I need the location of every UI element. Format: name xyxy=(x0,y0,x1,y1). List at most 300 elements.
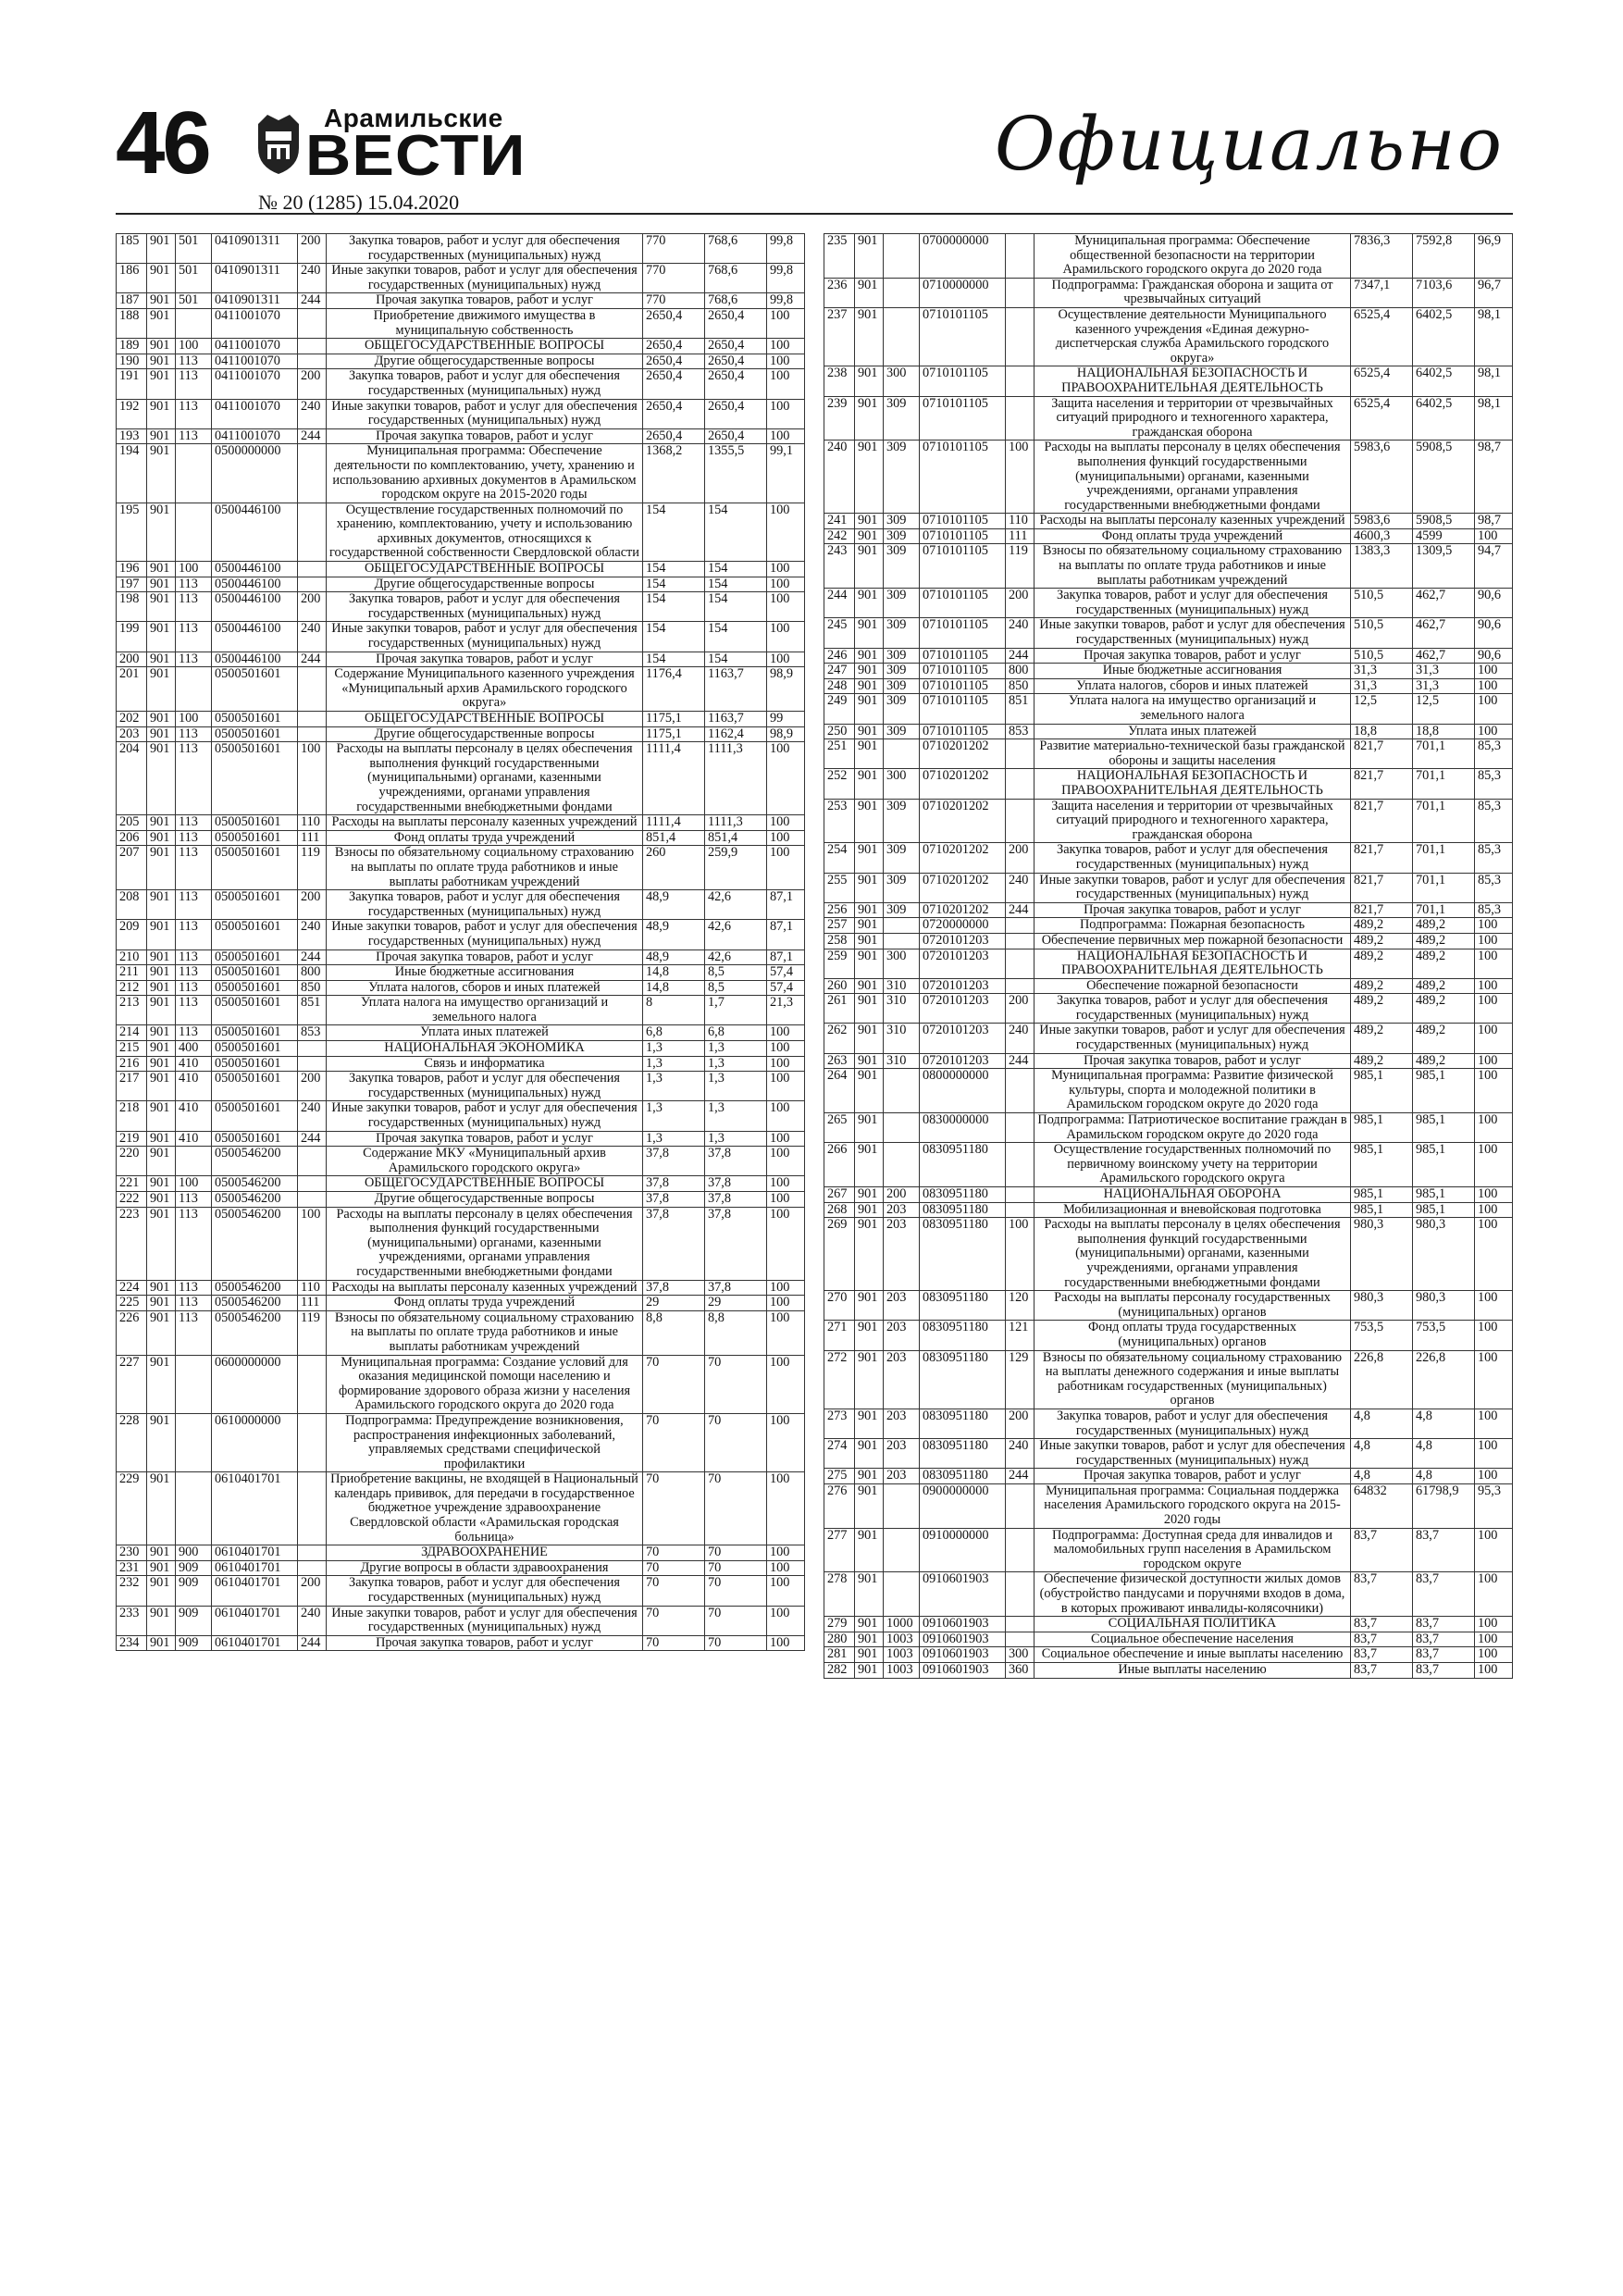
item-name: НАЦИОНАЛЬНАЯ ОБОРОНА xyxy=(1035,1187,1351,1203)
row-number: 213 xyxy=(117,996,147,1025)
table-row xyxy=(117,1056,805,1072)
expense-type: 240 xyxy=(1006,1439,1035,1469)
plan-amount: 1111,4 xyxy=(643,815,705,831)
item-name: Подпрограмма: Гражданская оборона и защита от чрезвычайных ситуаций xyxy=(1035,278,1351,307)
admin-code: 901 xyxy=(855,978,884,994)
table-row xyxy=(117,1355,805,1413)
target-article: 0500546200 xyxy=(212,1280,298,1296)
admin-code: 901 xyxy=(855,694,884,724)
section-title: Официально xyxy=(994,101,1504,187)
section-code: 100 xyxy=(176,712,212,727)
expense-type xyxy=(298,712,327,727)
expense-type: 200 xyxy=(298,592,327,622)
percent-executed: 100 xyxy=(767,815,805,831)
item-name: Защита населения и территории от чрезвычайных ситуаций природного и техногенного характера, гражданская оборона xyxy=(1035,799,1351,843)
row-number: 221 xyxy=(117,1176,147,1192)
item-name: Иные закупки товаров, работ и услуг для обеспечения государственных (муниципальных) нужд xyxy=(1035,618,1351,648)
item-name: Иные закупки товаров, работ и услуг для обеспечения государственных (муниципальных) нужд xyxy=(327,1606,643,1635)
target-article: 0500501601 xyxy=(212,1101,298,1131)
row-number: 232 xyxy=(117,1576,147,1606)
row-number: 197 xyxy=(117,577,147,592)
percent-executed: 100 xyxy=(767,339,805,354)
target-article: 0500501601 xyxy=(212,996,298,1025)
admin-code: 901 xyxy=(147,354,176,369)
percent-executed: 100 xyxy=(767,1310,805,1355)
section-code: 1003 xyxy=(884,1663,920,1679)
plan-amount: 31,3 xyxy=(1351,678,1413,694)
expense-type: 240 xyxy=(298,399,327,428)
table-row xyxy=(117,815,805,831)
actual-amount: 489,2 xyxy=(1413,949,1475,978)
target-article: 0500501601 xyxy=(212,846,298,890)
row-number: 216 xyxy=(117,1056,147,1072)
table-row xyxy=(117,339,805,354)
actual-amount: 70 xyxy=(705,1472,767,1545)
expense-type xyxy=(1006,1113,1035,1143)
expense-type xyxy=(1006,278,1035,307)
plan-amount: 37,8 xyxy=(643,1147,705,1176)
table-row xyxy=(117,1176,805,1192)
target-article: 0720101203 xyxy=(920,994,1006,1024)
item-name: Закупка товаров, работ и услуг для обеспечения государственных (муниципальных) нужд xyxy=(1035,843,1351,873)
target-article: 0500501601 xyxy=(212,726,298,742)
table-row xyxy=(824,902,1513,918)
row-number: 226 xyxy=(117,1310,147,1355)
section-code xyxy=(176,503,212,561)
row-number: 210 xyxy=(117,949,147,965)
section-code xyxy=(884,1113,920,1143)
section-code xyxy=(176,1472,212,1545)
section-code: 113 xyxy=(176,996,212,1025)
target-article: 0710101105 xyxy=(920,441,1006,514)
table-row xyxy=(117,428,805,444)
percent-executed: 99,8 xyxy=(767,264,805,293)
percent-executed: 100 xyxy=(1475,1187,1513,1203)
target-article: 0411001070 xyxy=(212,354,298,369)
section-code: 309 xyxy=(884,678,920,694)
admin-code: 901 xyxy=(855,544,884,589)
page-number: 46 xyxy=(116,93,209,192)
item-name: Иные закупки товаров, работ и услуг для обеспечения государственных (муниципальных) нужд xyxy=(327,399,643,428)
percent-executed: 100 xyxy=(767,503,805,561)
actual-amount: 2650,4 xyxy=(705,369,767,399)
admin-code: 901 xyxy=(147,308,176,338)
item-name: Другие общегосударственные вопросы xyxy=(327,726,643,742)
expense-type: 111 xyxy=(298,1296,327,1311)
left-column xyxy=(116,233,805,1651)
section-code: 309 xyxy=(884,514,920,529)
plan-amount: 70 xyxy=(643,1635,705,1651)
expense-type: 110 xyxy=(298,815,327,831)
percent-executed: 57,4 xyxy=(767,980,805,996)
table-row xyxy=(824,234,1513,279)
expense-type: 244 xyxy=(298,293,327,309)
row-number: 225 xyxy=(117,1296,147,1311)
row-number: 204 xyxy=(117,742,147,815)
expense-type: 100 xyxy=(1006,1218,1035,1291)
item-name: Прочая закупка товаров, работ и услуг xyxy=(327,1635,643,1651)
section-code: 310 xyxy=(884,994,920,1024)
section-code: 203 xyxy=(884,1202,920,1218)
expense-type: 300 xyxy=(1006,1647,1035,1663)
actual-amount: 83,7 xyxy=(1413,1632,1475,1647)
admin-code: 901 xyxy=(147,742,176,815)
section-code: 113 xyxy=(176,399,212,428)
target-article: 0610401701 xyxy=(212,1576,298,1606)
percent-executed: 100 xyxy=(1475,1647,1513,1663)
section-code xyxy=(884,1069,920,1113)
expense-type: 244 xyxy=(1006,648,1035,664)
row-number: 246 xyxy=(824,648,855,664)
item-name: Обеспечение пожарной безопасности xyxy=(1035,978,1351,994)
item-name: Прочая закупка товаров, работ и услуг xyxy=(1035,902,1351,918)
expense-type: 200 xyxy=(298,1576,327,1606)
actual-amount: 985,1 xyxy=(1413,1143,1475,1187)
actual-amount: 37,8 xyxy=(705,1176,767,1192)
item-name: Закупка товаров, работ и услуг для обеспечения государственных (муниципальных) нужд xyxy=(327,890,643,920)
percent-executed: 100 xyxy=(767,1606,805,1635)
expense-type xyxy=(1006,918,1035,934)
plan-amount: 48,9 xyxy=(643,920,705,949)
actual-amount: 462,7 xyxy=(1413,589,1475,618)
percent-executed: 100 xyxy=(1475,978,1513,994)
item-name: Иные закупки товаров, работ и услуг для обеспечения государственных (муниципальных) нужд xyxy=(1035,873,1351,902)
expense-type: 129 xyxy=(1006,1350,1035,1409)
admin-code: 901 xyxy=(855,1632,884,1647)
admin-code: 901 xyxy=(855,843,884,873)
target-article: 0411001070 xyxy=(212,399,298,428)
plan-amount: 985,1 xyxy=(1351,1143,1413,1187)
item-name: Развитие материально-технической базы гражданской обороны и защиты населения xyxy=(1035,739,1351,769)
plan-amount: 6525,4 xyxy=(1351,396,1413,441)
admin-code: 901 xyxy=(855,1439,884,1469)
section-code: 113 xyxy=(176,1025,212,1041)
table-row xyxy=(117,1413,805,1471)
item-name: НАЦИОНАЛЬНАЯ БЕЗОПАСНОСТЬ И ПРАВООХРАНИТЕЛЬНАЯ ДЕЯТЕЛЬНОСТЬ xyxy=(1035,949,1351,978)
section-code: 309 xyxy=(884,664,920,679)
item-name: Защита населения и территории от чрезвычайных ситуаций природного и техногенного характера, гражданская оборона xyxy=(1035,396,1351,441)
section-code: 309 xyxy=(884,902,920,918)
admin-code: 901 xyxy=(855,514,884,529)
item-name: Иные закупки товаров, работ и услуг для обеспечения государственных (муниципальных) нужд xyxy=(327,622,643,652)
section-code: 1000 xyxy=(884,1617,920,1632)
row-number: 191 xyxy=(117,369,147,399)
expense-type: 800 xyxy=(298,965,327,981)
admin-code: 901 xyxy=(147,1606,176,1635)
item-name: Уплата иных платежей xyxy=(1035,724,1351,739)
plan-amount: 510,5 xyxy=(1351,648,1413,664)
item-name: ОБЩЕГОСУДАРСТВЕННЫЕ ВОПРОСЫ xyxy=(327,562,643,577)
plan-amount: 83,7 xyxy=(1351,1663,1413,1679)
percent-executed: 100 xyxy=(767,846,805,890)
target-article: 0910601903 xyxy=(920,1632,1006,1647)
section-code: 300 xyxy=(884,366,920,396)
item-name: Расходы на выплаты персоналу в целях обеспечения выполнения функций государственными (муниципальными) органами, казенными учреждениями, органами управления государственными внебюджетными фондами xyxy=(1035,1218,1351,1291)
row-number: 272 xyxy=(824,1350,855,1409)
item-name: Расходы на выплаты персоналу казенных учреждений xyxy=(1035,514,1351,529)
expense-type: 200 xyxy=(298,369,327,399)
expense-type: 240 xyxy=(298,1606,327,1635)
target-article: 0720101203 xyxy=(920,1053,1006,1069)
target-article: 0500501601 xyxy=(212,1056,298,1072)
admin-code: 901 xyxy=(147,1056,176,1072)
plan-amount: 6,8 xyxy=(643,1025,705,1041)
plan-amount: 83,7 xyxy=(1351,1528,1413,1572)
admin-code: 901 xyxy=(855,307,884,366)
admin-code: 901 xyxy=(147,890,176,920)
actual-amount: 42,6 xyxy=(705,890,767,920)
percent-executed: 100 xyxy=(1475,1528,1513,1572)
actual-amount: 37,8 xyxy=(705,1280,767,1296)
row-number: 190 xyxy=(117,354,147,369)
plan-amount: 821,7 xyxy=(1351,769,1413,799)
section-code: 310 xyxy=(884,1024,920,1053)
row-number: 255 xyxy=(824,873,855,902)
target-article: 0800000000 xyxy=(920,1069,1006,1113)
table-row xyxy=(824,724,1513,739)
section-code: 410 xyxy=(176,1101,212,1131)
expense-type: 360 xyxy=(1006,1663,1035,1679)
actual-amount: 2650,4 xyxy=(705,354,767,369)
section-code: 113 xyxy=(176,980,212,996)
item-name: Муниципальная программа: Создание условий для оказания медицинской помощи населению и формирование здорового образа жизни у населения Арамильского городского округа до 2020 года xyxy=(327,1355,643,1413)
percent-executed: 100 xyxy=(767,1635,805,1651)
row-number: 248 xyxy=(824,678,855,694)
actual-amount: 37,8 xyxy=(705,1147,767,1176)
table-row xyxy=(117,712,805,727)
target-article: 0700000000 xyxy=(920,234,1006,279)
table-row xyxy=(117,1545,805,1561)
expense-type xyxy=(1006,1143,1035,1187)
section-code: 309 xyxy=(884,724,920,739)
expense-type xyxy=(298,1472,327,1545)
admin-code: 901 xyxy=(855,1663,884,1679)
expense-type xyxy=(1006,1483,1035,1528)
row-number: 200 xyxy=(117,652,147,667)
target-article: 0910601903 xyxy=(920,1572,1006,1617)
row-number: 207 xyxy=(117,846,147,890)
target-article: 0610401701 xyxy=(212,1472,298,1545)
expense-type: 200 xyxy=(1006,1409,1035,1438)
target-article: 0500501601 xyxy=(212,1131,298,1147)
expense-type: 200 xyxy=(1006,589,1035,618)
target-article: 0500446100 xyxy=(212,622,298,652)
item-name: Закупка товаров, работ и услуг для обеспечения государственных (муниципальных) нужд xyxy=(327,234,643,264)
admin-code: 901 xyxy=(147,980,176,996)
section-code: 113 xyxy=(176,846,212,890)
plan-amount: 48,9 xyxy=(643,890,705,920)
target-article: 0710101105 xyxy=(920,528,1006,544)
table-row xyxy=(824,694,1513,724)
section-code: 113 xyxy=(176,652,212,667)
percent-executed: 96,9 xyxy=(1475,234,1513,279)
expense-type: 850 xyxy=(298,980,327,996)
admin-code: 901 xyxy=(855,873,884,902)
plan-amount: 821,7 xyxy=(1351,873,1413,902)
admin-code: 901 xyxy=(147,1072,176,1101)
table-row xyxy=(824,994,1513,1024)
row-number: 185 xyxy=(117,234,147,264)
admin-code: 901 xyxy=(147,1310,176,1355)
plan-amount: 6525,4 xyxy=(1351,307,1413,366)
target-article: 0500446100 xyxy=(212,592,298,622)
table-row xyxy=(824,1483,1513,1528)
percent-executed: 100 xyxy=(1475,994,1513,1024)
percent-executed: 100 xyxy=(1475,1663,1513,1679)
row-number: 245 xyxy=(824,618,855,648)
expense-type: 240 xyxy=(1006,873,1035,902)
actual-amount: 489,2 xyxy=(1413,1053,1475,1069)
percent-executed: 100 xyxy=(1475,1617,1513,1632)
table-row xyxy=(824,1439,1513,1469)
actual-amount: 2650,4 xyxy=(705,428,767,444)
section-code: 309 xyxy=(884,799,920,843)
admin-code: 901 xyxy=(147,1635,176,1651)
table-row xyxy=(117,846,805,890)
percent-executed: 90,6 xyxy=(1475,648,1513,664)
admin-code: 901 xyxy=(855,664,884,679)
table-row xyxy=(117,354,805,369)
percent-executed: 100 xyxy=(767,1545,805,1561)
target-article: 0610000000 xyxy=(212,1413,298,1471)
plan-amount: 1383,3 xyxy=(1351,544,1413,589)
target-article: 0830951180 xyxy=(920,1291,1006,1321)
expense-type xyxy=(298,1413,327,1471)
section-code xyxy=(884,918,920,934)
budget-table-right xyxy=(824,233,1513,1679)
actual-amount: 1355,5 xyxy=(705,444,767,503)
actual-amount: 70 xyxy=(705,1606,767,1635)
percent-executed: 100 xyxy=(767,1355,805,1413)
target-article: 0900000000 xyxy=(920,1483,1006,1528)
issue-date: № 20 (1285) 15.04.2020 xyxy=(258,191,460,214)
target-article: 0830951180 xyxy=(920,1409,1006,1438)
actual-amount: 4,8 xyxy=(1413,1409,1475,1438)
plan-amount: 70 xyxy=(643,1472,705,1545)
percent-executed: 96,7 xyxy=(1475,278,1513,307)
expense-type xyxy=(298,1041,327,1057)
section-code: 100 xyxy=(176,1176,212,1192)
actual-amount: 154 xyxy=(705,577,767,592)
plan-amount: 7836,3 xyxy=(1351,234,1413,279)
percent-executed: 85,3 xyxy=(1475,873,1513,902)
row-number: 196 xyxy=(117,562,147,577)
actual-amount: 83,7 xyxy=(1413,1572,1475,1617)
table-row xyxy=(117,444,805,503)
item-name: Социальное обеспечение населения xyxy=(1035,1632,1351,1647)
expense-type xyxy=(298,308,327,338)
actual-amount: 4599 xyxy=(1413,528,1475,544)
target-article: 0500501601 xyxy=(212,815,298,831)
expense-type: 240 xyxy=(298,264,327,293)
item-name: Другие общегосударственные вопросы xyxy=(327,577,643,592)
expense-type xyxy=(1006,307,1035,366)
row-number: 222 xyxy=(117,1192,147,1208)
percent-executed: 100 xyxy=(1475,1291,1513,1321)
row-number: 220 xyxy=(117,1147,147,1176)
target-article: 0830951180 xyxy=(920,1202,1006,1218)
item-name: Взносы по обязательному социальному страхованию на выплаты по оплате труда работников и иные выплаты работникам учреждений xyxy=(327,1310,643,1355)
percent-executed: 100 xyxy=(767,308,805,338)
item-name: Муниципальная программа: Обеспечение общественной безопасности на территории Арамильского городского округа до 2020 года xyxy=(1035,234,1351,279)
percent-executed: 90,6 xyxy=(1475,618,1513,648)
row-number: 235 xyxy=(824,234,855,279)
plan-amount: 980,3 xyxy=(1351,1218,1413,1291)
section-code xyxy=(884,1143,920,1187)
item-name: Иные выплаты населению xyxy=(1035,1663,1351,1679)
plan-amount: 48,9 xyxy=(643,949,705,965)
row-number: 206 xyxy=(117,830,147,846)
section-code: 909 xyxy=(176,1560,212,1576)
target-article: 0500546200 xyxy=(212,1296,298,1311)
admin-code: 901 xyxy=(855,1113,884,1143)
table-row xyxy=(117,980,805,996)
row-number: 236 xyxy=(824,278,855,307)
row-number: 267 xyxy=(824,1187,855,1203)
target-article: 0500000000 xyxy=(212,444,298,503)
plan-amount: 154 xyxy=(643,592,705,622)
table-row xyxy=(117,949,805,965)
expense-type xyxy=(298,1176,327,1192)
table-row xyxy=(824,514,1513,529)
row-number: 223 xyxy=(117,1207,147,1280)
table-row xyxy=(117,920,805,949)
admin-code: 901 xyxy=(855,902,884,918)
target-article: 0830951180 xyxy=(920,1143,1006,1187)
section-code: 113 xyxy=(176,726,212,742)
actual-amount: 1,3 xyxy=(705,1056,767,1072)
section-code xyxy=(176,1147,212,1176)
section-code: 909 xyxy=(176,1635,212,1651)
percent-executed: 85,3 xyxy=(1475,769,1513,799)
admin-code: 901 xyxy=(855,366,884,396)
section-code: 309 xyxy=(884,441,920,514)
row-number: 203 xyxy=(117,726,147,742)
budget-table-left xyxy=(116,233,805,1651)
target-article: 0610401701 xyxy=(212,1606,298,1635)
row-number: 212 xyxy=(117,980,147,996)
plan-amount: 8,8 xyxy=(643,1310,705,1355)
row-number: 209 xyxy=(117,920,147,949)
actual-amount: 985,1 xyxy=(1413,1187,1475,1203)
section-code xyxy=(884,739,920,769)
expense-type: 244 xyxy=(1006,1053,1035,1069)
item-name: Уплата налога на имущество организаций и земельного налога xyxy=(1035,694,1351,724)
admin-code: 901 xyxy=(855,396,884,441)
expense-type xyxy=(298,1545,327,1561)
actual-amount: 1111,3 xyxy=(705,742,767,815)
percent-executed: 100 xyxy=(1475,694,1513,724)
actual-amount: 462,7 xyxy=(1413,618,1475,648)
item-name: Фонд оплаты труда государственных (муниципальных) органов xyxy=(1035,1321,1351,1350)
item-name: Муниципальная программа: Обеспечение деятельности по комплектованию, учету, хранению и использованию архивных документов в Арамильском городском округе на 2015-2020 годы xyxy=(327,444,643,503)
actual-amount: 1,3 xyxy=(705,1131,767,1147)
row-number: 189 xyxy=(117,339,147,354)
target-article: 0710101105 xyxy=(920,307,1006,366)
plan-amount: 83,7 xyxy=(1351,1617,1413,1632)
expense-type xyxy=(298,503,327,561)
item-name: Фонд оплаты труда учреждений xyxy=(327,830,643,846)
expense-type: 119 xyxy=(298,1310,327,1355)
row-number: 237 xyxy=(824,307,855,366)
actual-amount: 753,5 xyxy=(1413,1321,1475,1350)
item-name: Закупка товаров, работ и услуг для обеспечения государственных (муниципальных) нужд xyxy=(327,1576,643,1606)
expense-type: 244 xyxy=(298,652,327,667)
percent-executed: 100 xyxy=(767,562,805,577)
item-name: ОБЩЕГОСУДАРСТВЕННЫЕ ВОПРОСЫ xyxy=(327,712,643,727)
section-code: 400 xyxy=(176,1041,212,1057)
plan-amount: 64832 xyxy=(1351,1483,1413,1528)
